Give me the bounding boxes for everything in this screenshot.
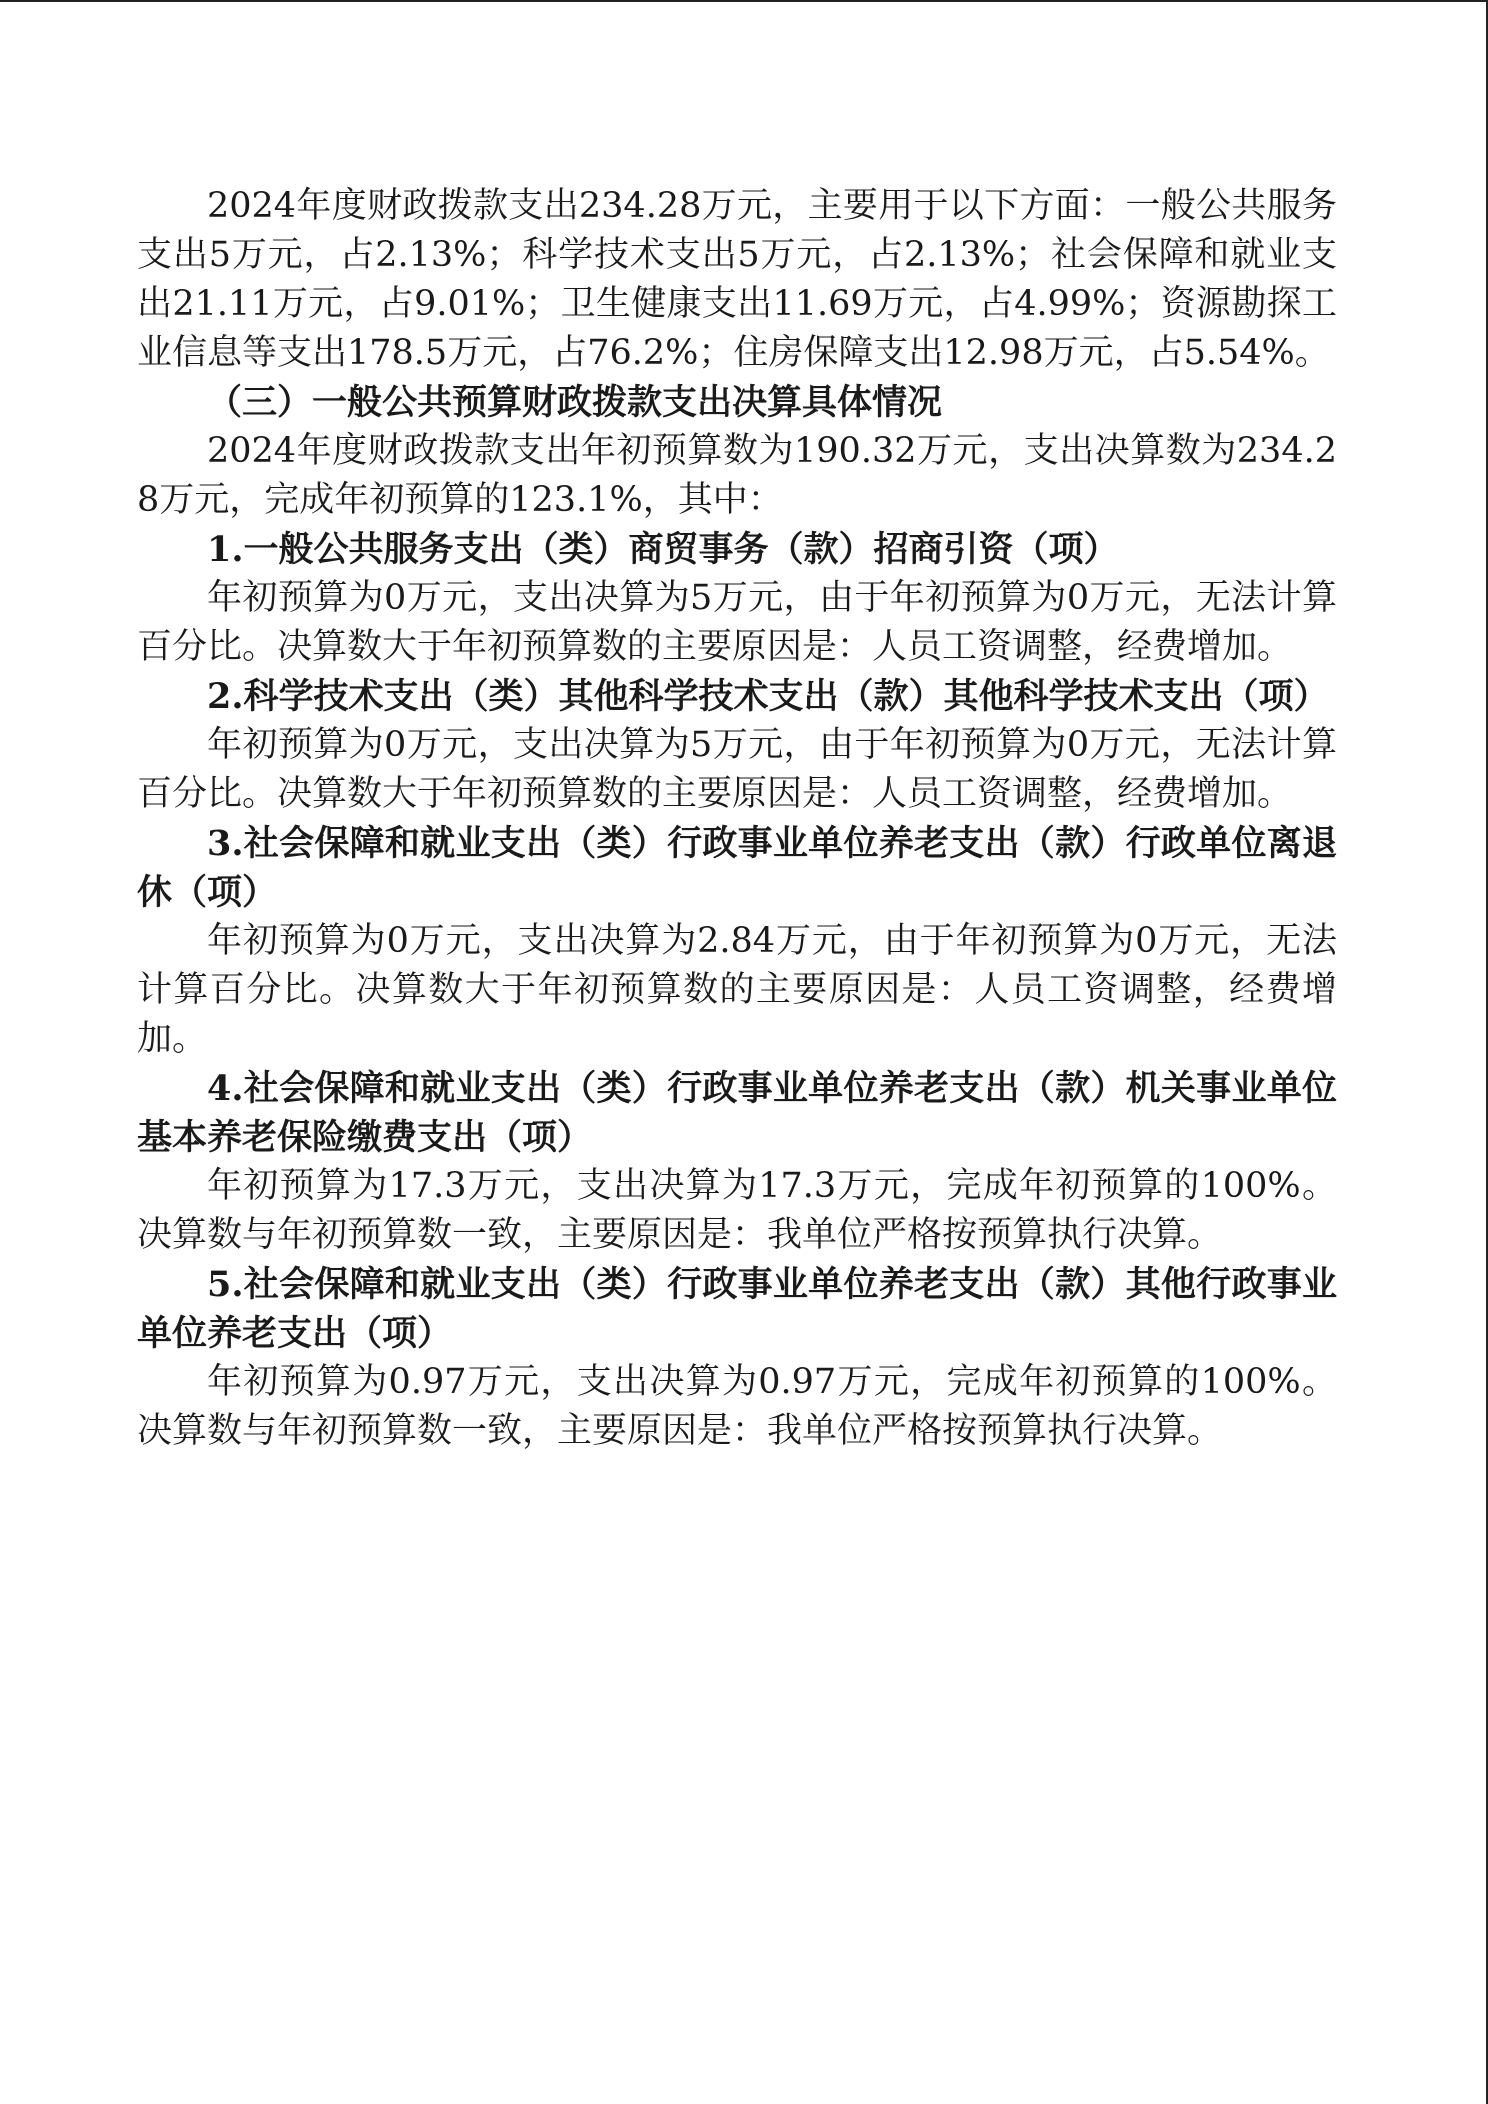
item-heading-4: 4.社会保障和就业支出（类）行政事业单位养老支出（款）机关事业单位基本养老保险缴费支出（项）	[137, 1068, 1337, 1158]
item-text-5: 年初预算为0.97万元，支出决算为0.97万元，完成年初预算的100%。决算数与年初预算数一致，主要原因是：我单位严格按预算执行决算。	[137, 1362, 1337, 1451]
item-text-2: 年初预算为0万元，支出决算为5万元，由于年初预算为0万元，无法计算百分比。决算数大于年初预算数的主要原因是：人员工资调整，经费增加。	[137, 725, 1337, 814]
item-heading-2: 2.科学技术支出（类）其他科学技术支出（款）其他科学技术支出（项）	[207, 676, 1329, 717]
item-text-1: 年初预算为0万元，支出决算为5万元，由于年初预算为0万元，无法计算百分比。决算数大于年初预算数的主要原因是：人员工资调整，经费增加。	[137, 578, 1337, 667]
document-body	[137, 182, 1337, 1456]
section-heading: （三）一般公共预算财政拨款支出决算具体情况	[207, 382, 943, 423]
item-text-3: 年初预算为0万元，支出决算为2.84万元，由于年初预算为0万元，无法计算百分比。决算数大于年初预算数的主要原因是：人员工资调整，经费增加。	[137, 921, 1337, 1059]
section-summary: 2024年度财政拨款支出年初预算数为190.32万元，支出决算数为234.28万元，完成年初预算的123.1%，其中：	[137, 431, 1337, 520]
item-heading-3: 3.社会保障和就业支出（类）行政事业单位养老支出（款）行政单位离退休（项）	[137, 823, 1337, 913]
item-heading-5: 5.社会保障和就业支出（类）行政事业单位养老支出（款）其他行政事业单位养老支出（项）	[137, 1264, 1337, 1354]
intro-paragraph: 2024年度财政拨款支出234.28万元，主要用于以下方面：一般公共服务支出5万元，占2.13%；科学技术支出5万元，占2.13%；社会保障和就业支出21.11万元，占9.01%；卫生健康支出11.69万元，占4.99%；资源勘探工业信息等支出178.5万元，占76.2%；住房保障支出12.98万元，占5.54%。	[137, 186, 1337, 373]
item-text-4: 年初预算为17.3万元，支出决算为17.3万元，完成年初预算的100%。决算数与年初预算数一致，主要原因是：我单位严格按预算执行决算。	[137, 1166, 1337, 1255]
item-heading-1: 1.一般公共服务支出（类）商贸事务（款）招商引资（项）	[207, 529, 1119, 570]
